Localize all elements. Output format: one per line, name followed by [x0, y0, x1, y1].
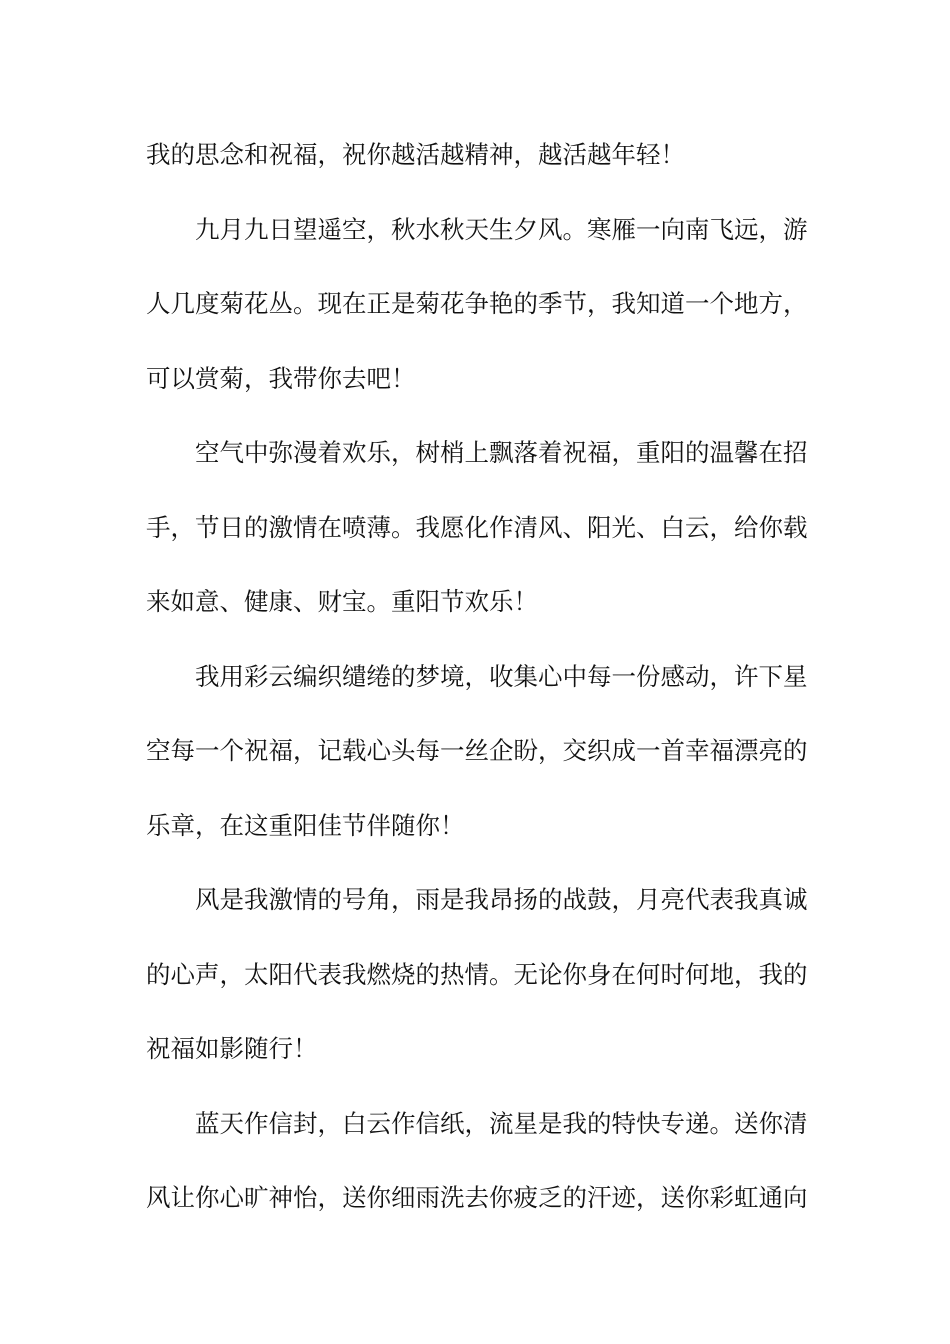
text-line: 九月九日望遥空，秋水秋天生夕风。寒雁一向南飞远，游	[195, 214, 808, 244]
text-line: 空每一个祝福，记载心头每一丝企盼，交织成一首幸福漂亮的	[146, 736, 808, 765]
text-line: 可以赏菊，我带你去吧！	[146, 363, 416, 393]
text-line: 手，节日的激情在喷薄。我愿化作清风、阳光、白云，给你载	[146, 512, 808, 542]
text-line: 风让你心旷神怡，送你细雨洗去你疲乏的汗迹，送你彩虹通向	[146, 1183, 808, 1212]
text-line: 的心声，太阳代表我燃烧的热情。无论你身在何时何地，我的	[146, 959, 808, 989]
text-line: 空气中弥漫着欢乐，树梢上飘落着祝福，重阳的温馨在招	[195, 438, 808, 467]
text-line: 来如意、健康、财宝。重阳节欢乐！	[146, 587, 538, 616]
text-line: 风是我激情的号角，雨是我昂扬的战鼓，月亮代表我真诚	[195, 885, 808, 914]
text-line: 我的思念和祝福，祝你越活越精神，越活越年轻！	[146, 140, 685, 169]
text-line: 我用彩云编织缱绻的梦境，收集心中每一份感动，许下星	[195, 661, 808, 691]
text-line: 人几度菊花丛。现在正是菊花争艳的季节，我知道一个地方，	[146, 289, 808, 318]
text-line: 蓝天作信封，白云作信纸，流星是我的特快专递。送你清	[195, 1108, 808, 1138]
document-body	[146, 118, 806, 1236]
text-line: 祝福如影随行！	[146, 1034, 318, 1063]
text-line: 乐章，在这重阳佳节伴随你！	[146, 810, 465, 840]
